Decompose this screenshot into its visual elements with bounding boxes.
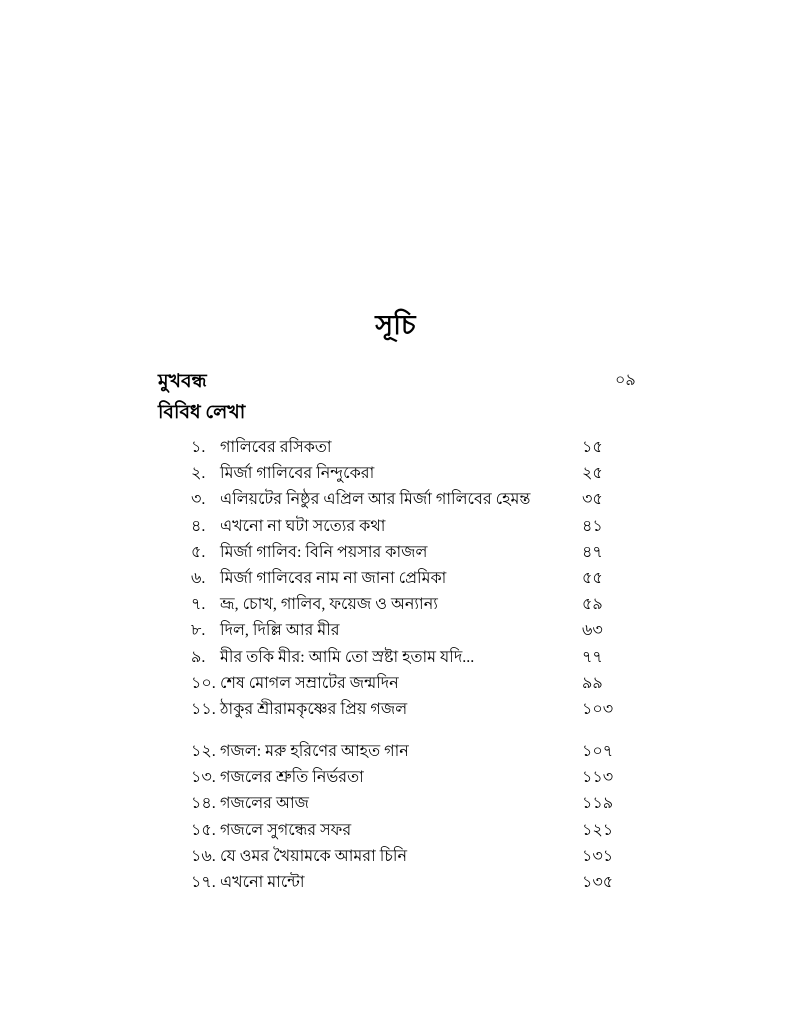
toc-entry-label: গজলে সুগন্ধের সফর — [220, 821, 352, 839]
toc-list — [158, 367, 658, 895]
toc-entry-label: গজল: মরু হরিণের আহত গান — [220, 743, 409, 761]
toc-entry-number: ১১. — [191, 700, 216, 718]
toc-entry-number: ১৬. — [191, 847, 216, 865]
toc-entry[interactable] — [158, 696, 658, 722]
toc-entry-page-number: ৫৯ — [582, 596, 603, 614]
toc-entry-number: ৬. — [191, 569, 206, 587]
toc-entry-page-number: ১০৭ — [582, 743, 614, 761]
toc-entry[interactable] — [158, 539, 658, 565]
toc-entry-page-number: ৩৫ — [582, 491, 603, 509]
toc-entry-list — [158, 434, 658, 895]
toc-entry[interactable] — [158, 670, 658, 696]
toc-entry-label: মির্জা গালিবের নাম না জানা প্রেমিকা — [220, 569, 447, 587]
toc-entry-label: ঠাকুর শ্রীরামকৃষ্ণের প্রিয় গজল — [220, 700, 408, 718]
toc-entry[interactable] — [158, 764, 658, 790]
toc-entry-number: ৭. — [191, 596, 206, 614]
toc-entry[interactable] — [158, 644, 658, 670]
toc-entry[interactable] — [158, 565, 658, 591]
toc-entry-label: এলিয়টের নিষ্ঠুর এপ্রিল আর মির্জা গালিবের হেমন্ত — [220, 491, 531, 509]
toc-entry-number: ১০. — [191, 674, 216, 692]
toc-entry-label: শেষ মোগল সম্রাটের জন্মদিন — [220, 674, 399, 692]
toc-entry-label: গজলের আজ — [220, 795, 309, 813]
toc-entry-page-number: ১২১ — [582, 821, 614, 839]
toc-entry-page-number: ১৩১ — [582, 847, 614, 865]
toc-entry-label: গালিবের রসিকতা — [220, 439, 332, 456]
toc-entry-number: ১৩. — [191, 769, 216, 787]
toc-entry[interactable] — [158, 869, 658, 895]
toc-entry-page-number: ৫৫ — [582, 569, 603, 587]
toc-entry[interactable] — [158, 843, 658, 869]
toc-entry-page-number: ১১৯ — [582, 795, 614, 813]
toc-entry[interactable] — [158, 434, 658, 460]
toc-entry-number: ৯. — [191, 648, 206, 666]
toc-entry-label: যে ওমর খৈয়ামকে আমরা চিনি — [220, 847, 408, 865]
toc-entry-page-number: ৬৩ — [582, 622, 603, 640]
toc-entry-page-number: ০৯ — [615, 372, 636, 389]
toc-entry-page-number: ২৫ — [582, 465, 603, 483]
toc-entry[interactable] — [158, 738, 658, 764]
toc-entry-label: এখনো মান্টো — [220, 874, 305, 891]
toc-entry-number: ৫. — [191, 543, 206, 561]
toc-entry-label: দিল, দিল্লি আর মীর — [220, 622, 340, 640]
toc-entry-page-number: ১০৩ — [582, 700, 614, 718]
toc-entry[interactable] — [158, 591, 658, 617]
toc-section-heading — [158, 398, 658, 434]
toc-entry-label: এখনো না ঘটা সত্যের কথা — [220, 517, 386, 535]
toc-section-heading-label: বিবিধ লেখা — [158, 402, 246, 423]
toc-entry-number: ১৫. — [191, 821, 216, 839]
toc-entry[interactable] — [158, 790, 658, 816]
toc-entry-label: ভ্রূ, চোখ, গালিব, ফয়েজ ও অন্যান্য — [220, 596, 438, 614]
toc-entry-label: মুখবন্ধ — [158, 371, 207, 392]
toc-entry-number: ২. — [191, 465, 206, 483]
toc-entry-page-number: ৪১ — [582, 517, 603, 535]
toc-entry[interactable] — [158, 817, 658, 843]
toc-entry-front-matter[interactable] — [158, 367, 658, 398]
toc-entry-page-number: ৪৭ — [582, 543, 603, 561]
toc-entry-page-number: ১১৩ — [582, 769, 614, 787]
toc-entry[interactable] — [158, 617, 658, 643]
page-title: সূচি — [375, 310, 416, 340]
toc-entry-number: ৩. — [191, 491, 206, 509]
toc-entry-label: মির্জা গালিব: বিনি পয়সার কাজল — [220, 543, 428, 561]
toc-entry-page-number: ৯৯ — [582, 674, 603, 692]
toc-entry-number: ৮. — [191, 622, 206, 640]
toc-entry[interactable] — [158, 513, 658, 539]
toc-entry-number: ১২. — [191, 743, 216, 761]
toc-entry-label: গজলের শ্রুতি নির্ভরতা — [220, 769, 364, 787]
toc-entry-number: ১৭. — [191, 874, 216, 891]
toc-entry-label: মীর তকি মীর: আমি তো স্রষ্টা হতাম যদি... — [220, 648, 475, 666]
toc-entry-page-number: ৭৭ — [582, 648, 603, 666]
toc-entry-page-number: ১৫ — [582, 439, 603, 456]
toc-entry[interactable] — [158, 486, 658, 512]
toc-entry[interactable] — [158, 460, 658, 486]
toc-entry-page-number: ১৩৫ — [582, 874, 614, 891]
toc-entry-number: ৪. — [191, 517, 206, 535]
toc-entry-number: ১. — [191, 439, 206, 456]
toc-entry-number: ১৪. — [191, 795, 216, 813]
toc-entry-label: মির্জা গালিবের নিন্দুকেরা — [220, 465, 375, 483]
